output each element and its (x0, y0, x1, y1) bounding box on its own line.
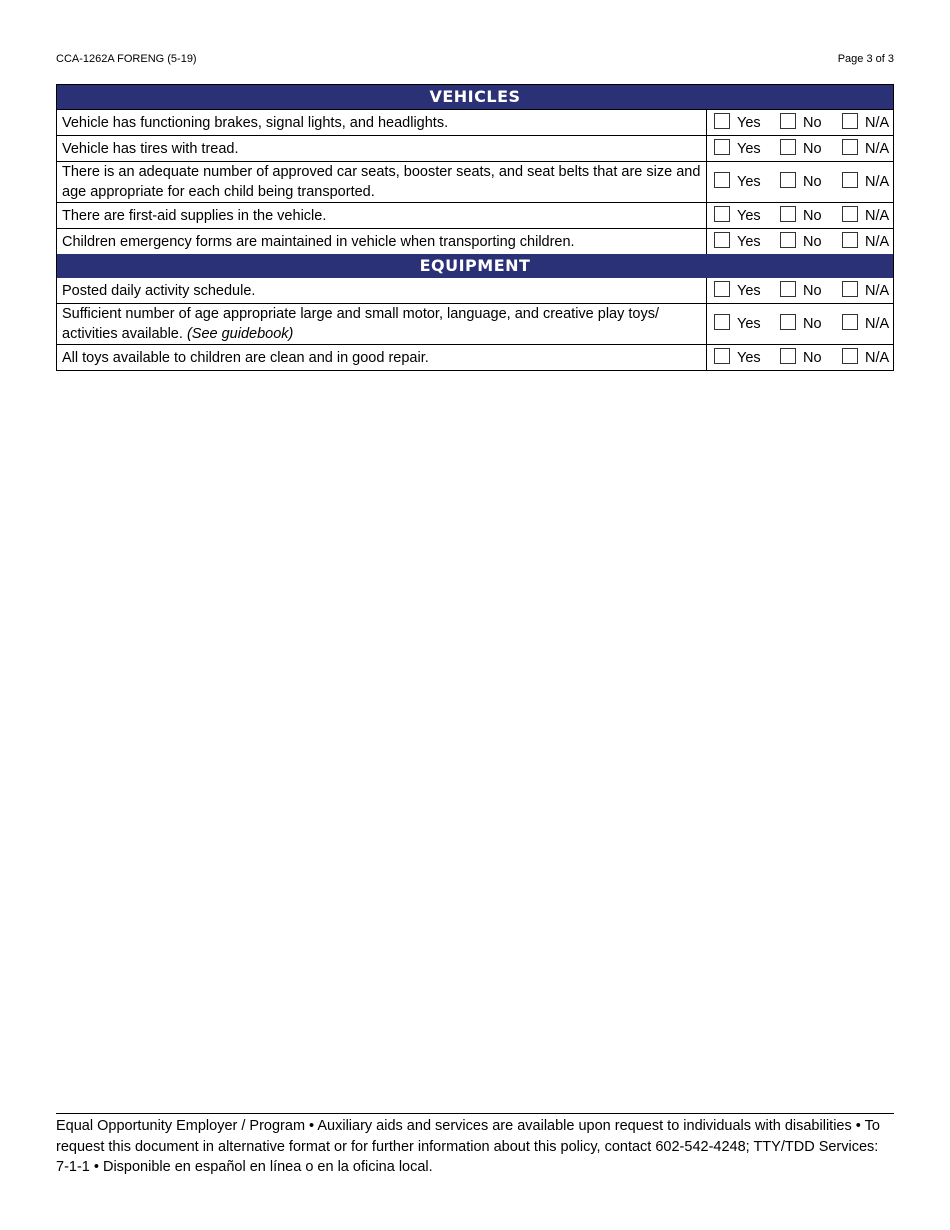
na-option[interactable] (842, 350, 889, 366)
yes-label: Yes (737, 233, 761, 250)
no-option[interactable] (780, 174, 842, 190)
checklist-row (57, 278, 893, 303)
question-text: Vehicle has functioning brakes, signal lights, and headlights. (57, 110, 707, 135)
question-cell (57, 304, 707, 344)
yes-option[interactable] (714, 283, 780, 299)
checkbox-no[interactable] (780, 206, 796, 222)
no-option[interactable] (780, 283, 842, 299)
na-option[interactable] (842, 234, 889, 250)
checkbox-yes[interactable] (714, 139, 730, 155)
answer-options (707, 162, 893, 202)
yes-label: Yes (737, 140, 761, 157)
no-option[interactable] (780, 115, 842, 131)
na-label: N/A (865, 282, 890, 299)
answer-options (707, 278, 893, 303)
yes-option[interactable] (714, 316, 780, 332)
no-option[interactable] (780, 234, 842, 250)
na-option[interactable] (842, 283, 889, 299)
checkbox-no[interactable] (780, 232, 796, 248)
answer-options (707, 229, 893, 254)
checkbox-no[interactable] (780, 281, 796, 297)
no-option[interactable] (780, 208, 842, 224)
no-label: No (803, 140, 822, 157)
page-number: Page 3 of 3 (837, 53, 894, 65)
section-title-equipment: EQUIPMENT (57, 254, 893, 278)
question-main-text: Sufficient number of age appropriate large and small motor, language, and creative play toys/ activities available. (62, 306, 660, 342)
na-label: N/A (865, 349, 890, 366)
question-text: Children emergency forms are maintained in vehicle when transporting children. (57, 229, 707, 254)
yes-label: Yes (737, 316, 761, 332)
answer-options (707, 110, 893, 135)
question-text (62, 304, 701, 344)
na-option[interactable] (842, 174, 889, 190)
checklist-row (57, 303, 893, 344)
answer-options (707, 345, 893, 370)
question-text: All toys available to children are clean and in good repair. (57, 345, 707, 370)
yes-label: Yes (737, 207, 761, 224)
checkbox-no[interactable] (780, 139, 796, 155)
na-option[interactable] (842, 316, 889, 332)
question-text: There is an adequate number of approved car seats, booster seats, and seat belts that are size and age appropriate for each child being transported. (57, 162, 707, 202)
no-label: No (803, 349, 822, 366)
na-label: N/A (865, 207, 890, 224)
yes-option[interactable] (714, 115, 780, 131)
checkbox-yes[interactable] (714, 206, 730, 222)
checkbox-yes[interactable] (714, 314, 730, 330)
checkbox-no[interactable] (780, 172, 796, 188)
checkbox-na[interactable] (842, 314, 858, 330)
form-code: CCA-1262A FORENG (5-19) (56, 53, 197, 65)
no-label: No (803, 174, 822, 190)
checklist-row (57, 109, 893, 135)
checklist-row (57, 135, 893, 161)
yes-label: Yes (737, 114, 761, 131)
yes-option[interactable] (714, 141, 780, 157)
no-option[interactable] (780, 316, 842, 332)
checklist-row (57, 202, 893, 228)
checklist-row (57, 344, 893, 370)
na-label: N/A (865, 233, 890, 250)
checkbox-no[interactable] (780, 314, 796, 330)
no-label: No (803, 282, 822, 299)
checkbox-yes[interactable] (714, 348, 730, 364)
checkbox-yes[interactable] (714, 232, 730, 248)
checkbox-yes[interactable] (714, 281, 730, 297)
checkbox-na[interactable] (842, 348, 858, 364)
guidebook-note: (See guidebook) (186, 326, 294, 342)
yes-option[interactable] (714, 174, 780, 190)
checkbox-na[interactable] (842, 232, 858, 248)
no-label: No (803, 316, 822, 332)
answer-options (707, 203, 893, 228)
answer-options (707, 304, 893, 344)
na-label: N/A (865, 140, 890, 157)
question-text: Posted daily activity schedule. (57, 278, 707, 303)
checklist-row (57, 161, 893, 202)
checkbox-yes[interactable] (714, 172, 730, 188)
section-title-vehicles: VEHICLES (57, 85, 893, 109)
yes-option[interactable] (714, 234, 780, 250)
checkbox-na[interactable] (842, 281, 858, 297)
yes-label: Yes (737, 174, 761, 190)
no-label: No (803, 114, 822, 131)
checkbox-na[interactable] (842, 172, 858, 188)
footer-notice: Equal Opportunity Employer / Program • Auxiliary aids and services are available upon request to individuals with disabilities • To request this document in alternative format or for further information about this policy, contact 602-542-4248; TTY/TDD Services: 7-1-1 • Disponible en español en línea o en la oficina local. (56, 1113, 894, 1178)
checkbox-na[interactable] (842, 113, 858, 129)
answer-options (707, 136, 893, 161)
yes-label: Yes (737, 282, 761, 299)
na-label: N/A (865, 174, 890, 190)
no-label: No (803, 207, 822, 224)
na-option[interactable] (842, 115, 889, 131)
checklist-row (57, 228, 893, 254)
no-option[interactable] (780, 350, 842, 366)
yes-option[interactable] (714, 350, 780, 366)
checkbox-na[interactable] (842, 139, 858, 155)
na-option[interactable] (842, 208, 889, 224)
no-label: No (803, 233, 822, 250)
question-text: Vehicle has tires with tread. (57, 136, 707, 161)
checkbox-no[interactable] (780, 113, 796, 129)
checklist-form (56, 84, 894, 371)
checkbox-na[interactable] (842, 206, 858, 222)
no-option[interactable] (780, 141, 842, 157)
na-label: N/A (865, 316, 890, 332)
na-label: N/A (865, 114, 890, 131)
checkbox-yes[interactable] (714, 113, 730, 129)
yes-option[interactable] (714, 208, 780, 224)
question-text: There are first-aid supplies in the vehicle. (57, 203, 707, 228)
na-option[interactable] (842, 141, 889, 157)
yes-label: Yes (737, 349, 761, 366)
checkbox-no[interactable] (780, 348, 796, 364)
